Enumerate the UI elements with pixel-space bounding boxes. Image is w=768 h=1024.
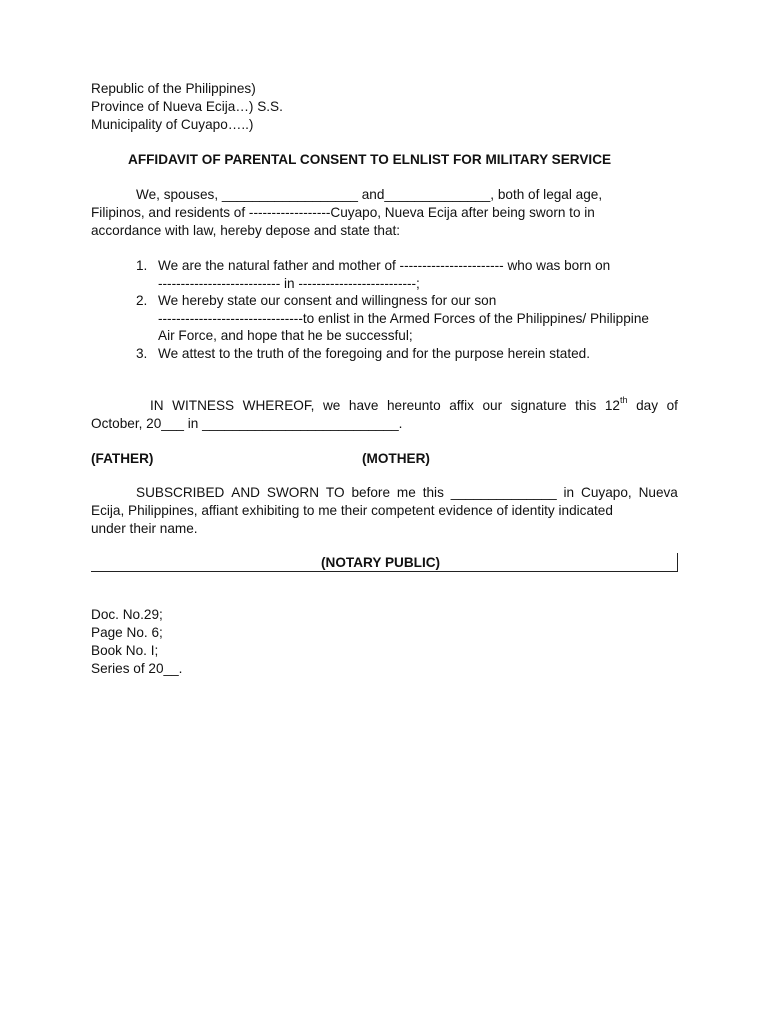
item-number: 3. [136,346,148,361]
item-number: 1. [136,258,148,273]
witness-word: IN [150,398,164,413]
subscribed-word: ______________ [450,485,557,500]
witness-line-1 [150,397,678,415]
witness-word: this [575,398,597,413]
witness-word: have [348,398,379,413]
witness-word: affix [449,398,474,413]
subscribed-word: me [396,485,416,500]
item-1-line-2: --------------------------- in --------------------------; [158,276,420,291]
intro-line-3: accordance with law, hereby depose and state that: [91,223,401,238]
subscribed-word: before [351,485,391,500]
subscribed-line-2: Ecija, Philippines, affiant exhibiting to me their competent evidence of identity indicated [91,503,613,518]
notary-label: (NOTARY PUBLIC) [321,555,441,570]
subscribed-word: AND [231,485,260,500]
subscribed-word: SWORN [266,485,320,500]
witness-word: day [636,398,658,413]
subscribed-word: TO [325,485,345,500]
doc-number: Doc. No.29; [91,607,163,622]
header-municipality: Municipality of Cuyapo…..) [91,117,254,132]
header-republic: Republic of the Philippines) [91,81,256,96]
page-number: Page No. 6; [91,625,163,640]
item-3-line-1: We attest to the truth of the foregoing and for the purpose herein stated. [158,346,591,361]
witness-word: of [666,398,678,413]
document-title: AFFIDAVIT OF PARENTAL CONSENT TO ELNLIST FOR MILITARY SERVICE [128,152,612,167]
item-1-line-1: We are the natural father and mother of ----------------------- who was born on [158,258,611,273]
item-2-line-2: --------------------------------to enlist in the Armed Forces of the Philippines/ Philippine [158,311,649,326]
witness-word: WITNESS [172,398,235,413]
subscribed-word: this [422,485,444,500]
subscribed-word: in [563,485,575,500]
witness-word: WHEREOF, [242,398,315,413]
item-2-line-3: Air Force, and hope that he be successful; [158,328,413,343]
subscribed-line-1 [136,484,678,502]
header-province: Province of Nueva Ecija…) S.S. [91,99,283,114]
witness-word: signature [510,398,567,413]
item-number: 2. [136,293,148,308]
witness-word: hereunto [386,398,441,413]
intro-line-1: We, spouses, __________________ and______________, both of legal age, [136,187,603,202]
intro-line-2: Filipinos, and residents of ------------------Cuyapo, Nueva Ecija after being sworn to in [91,205,595,220]
witness-word: our [482,398,503,413]
series-number: Series of 20__. [91,661,183,676]
witness-day-number: 12th [604,395,628,413]
father-label: (FATHER) [91,451,154,466]
book-number: Book No. I; [91,643,159,658]
item-2-line-1: We hereby state our consent and willingness for our son [158,293,497,308]
mother-label: (MOTHER) [362,451,430,466]
subscribed-word: Cuyapo, [581,485,632,500]
notary-line-end-mark [677,553,678,572]
subscribed-word: Nueva [638,485,678,500]
subscribed-line-3: under their name. [91,521,198,536]
witness-word: we [322,398,341,413]
subscribed-word: SUBSCRIBED [136,485,225,500]
witness-line-2: October, 20___ in __________________________. [91,416,403,431]
ordinal-suffix: th [620,395,628,406]
